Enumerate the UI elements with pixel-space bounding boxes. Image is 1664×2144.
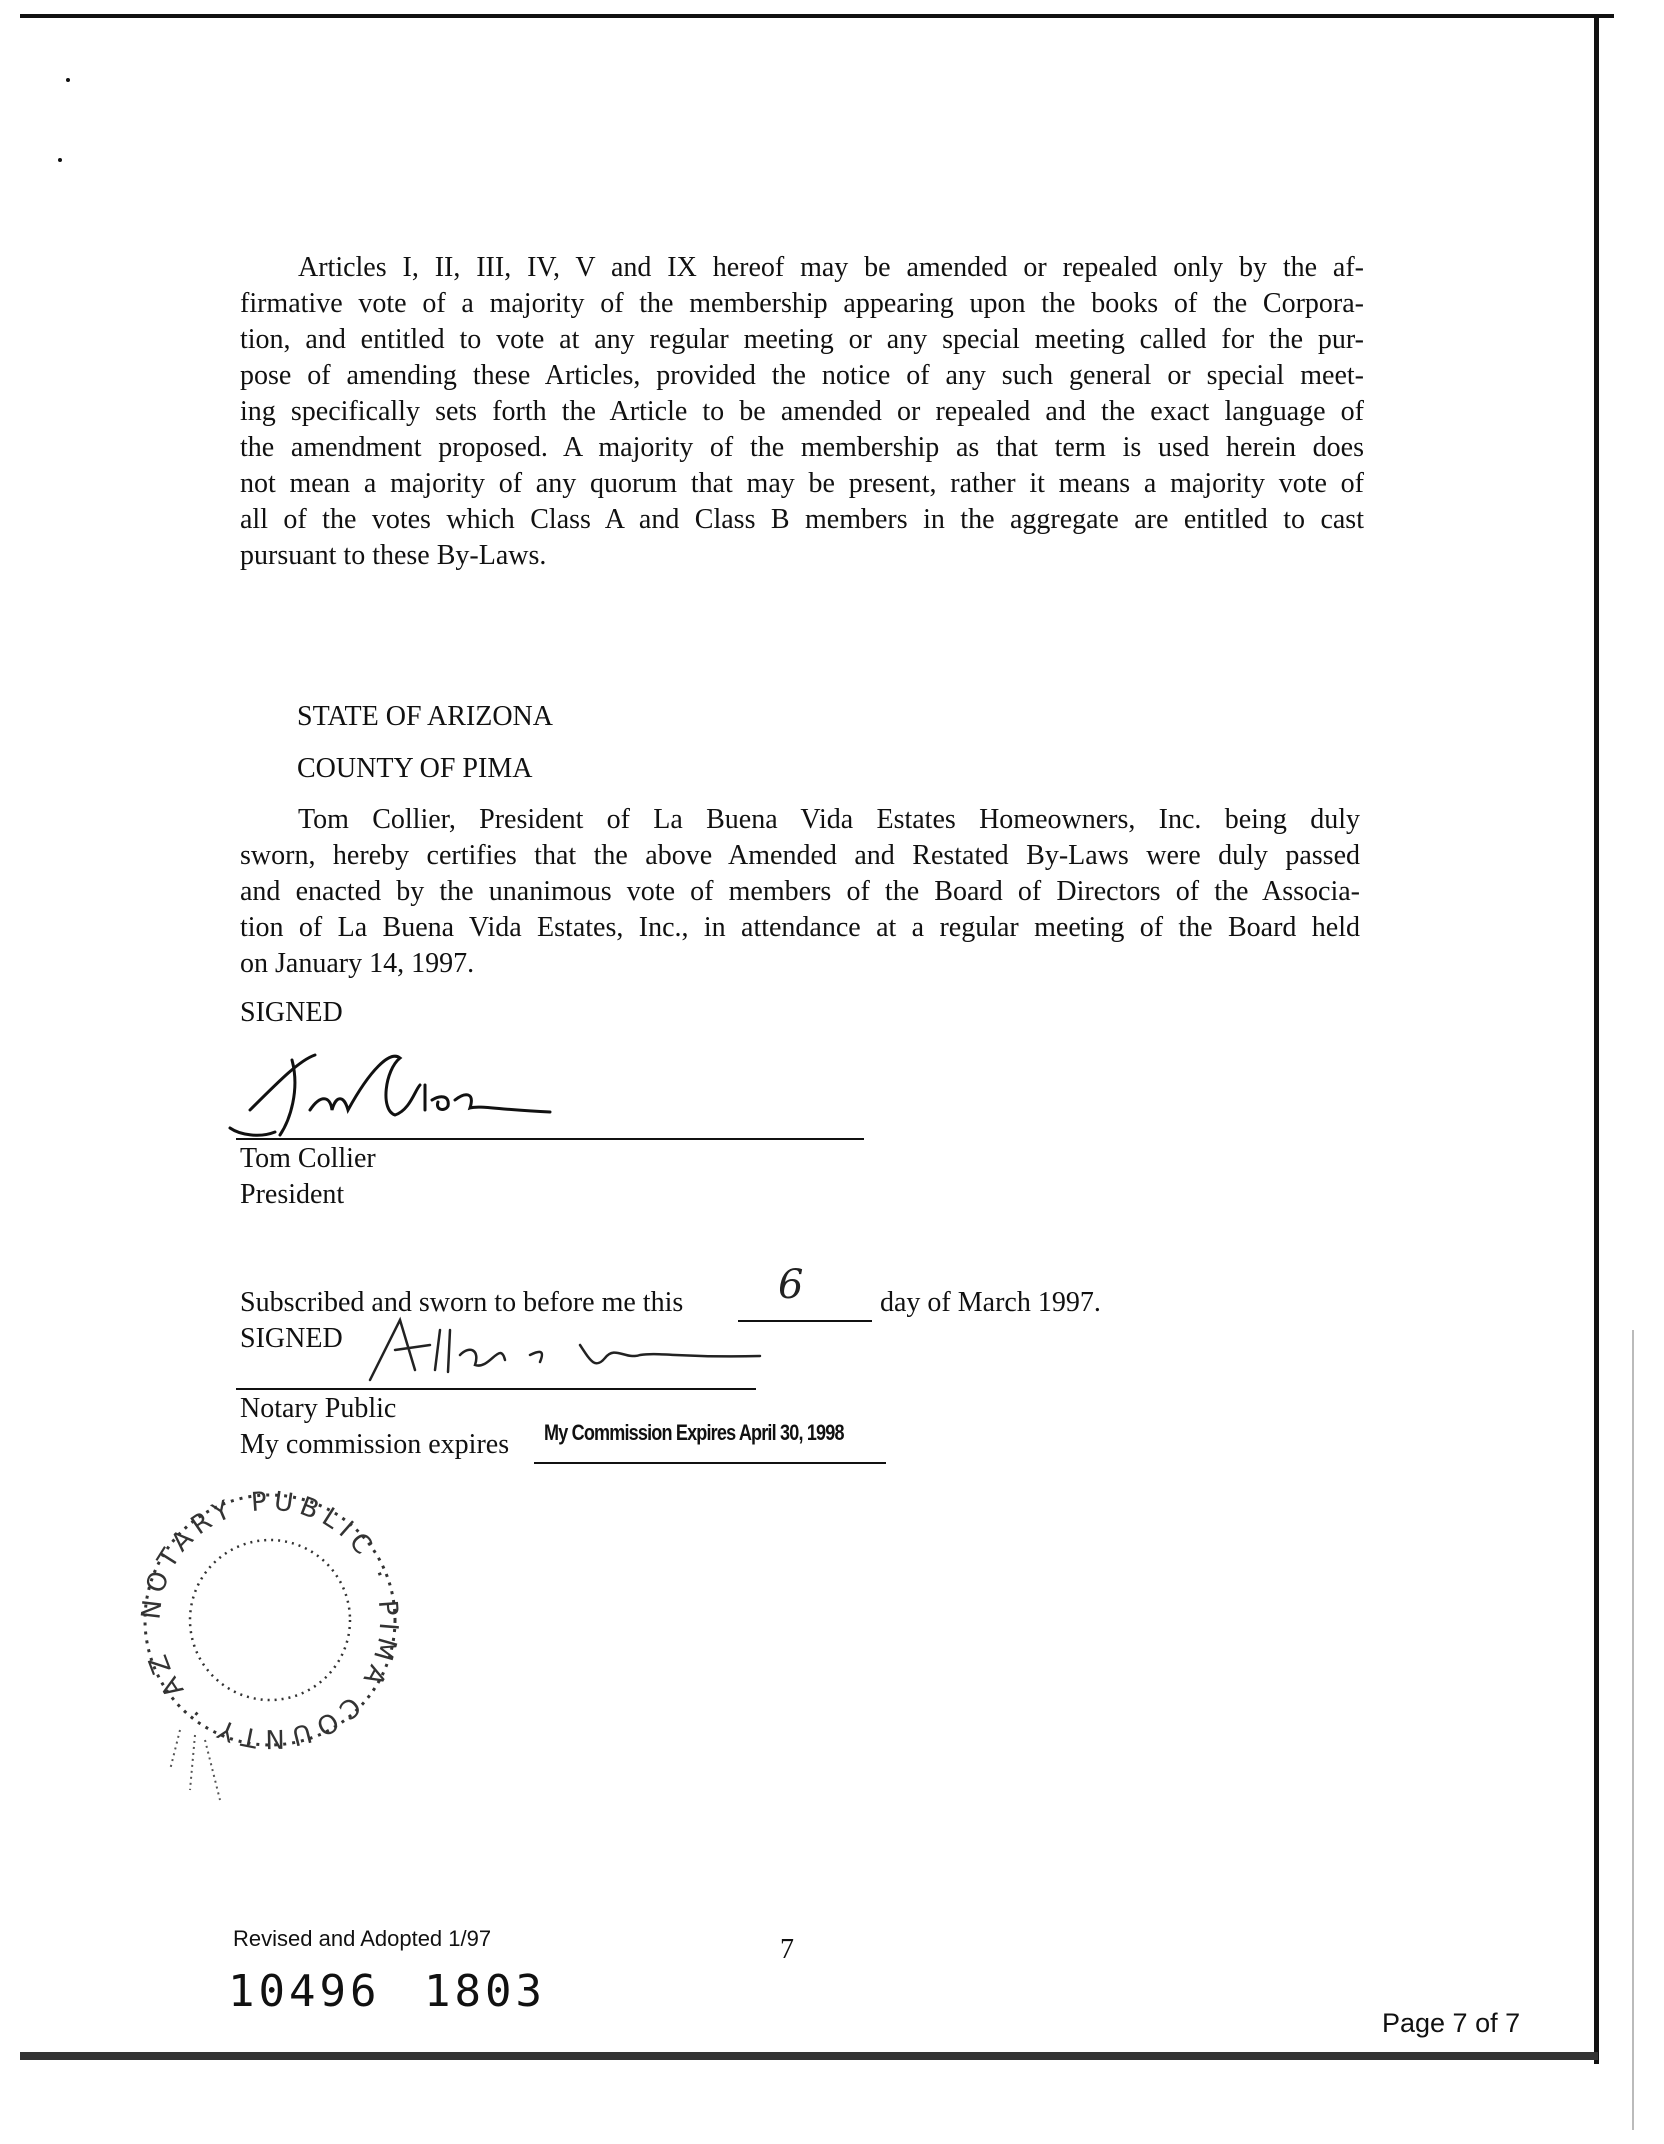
- svg-text:NOTARY PUBLIC · PIMA COUNTY ·: [136, 1487, 403, 1754]
- president-signature: [220, 1040, 580, 1140]
- paragraph-line: and enacted by the unanimous vote of members of the Board of Directors of the Associa-: [240, 876, 1360, 907]
- county-heading: COUNTY OF PIMA: [297, 753, 533, 784]
- paragraph-line: not mean a majority of any quorum that may be present, rather it means a majority vote of: [240, 468, 1364, 499]
- subscribed-prefix: Subscribed and sworn to before me this: [240, 1287, 684, 1318]
- footer-revised-date: Revised and Adopted 1/97: [233, 1926, 492, 1951]
- scan-border-bottom: [20, 2052, 1598, 2060]
- page-indicator: Page 7 of 7: [1382, 2008, 1521, 2038]
- scan-border-top: [20, 14, 1614, 18]
- paragraph-line: sworn, hereby certifies that the above Amended and Restated By-Laws were duly passed: [240, 840, 1360, 871]
- scan-border-right: [1594, 14, 1599, 2064]
- signature-line: [236, 1138, 864, 1140]
- paragraph-line: pose of amending these Articles, provided the notice of any such general or special meet-: [240, 360, 1364, 391]
- subscribed-suffix: day of March 1997.: [880, 1287, 1101, 1318]
- paragraph-line: tion, and entitled to vote at any regular meeting or any special meeting called for the pur-: [240, 324, 1364, 355]
- paragraph-line: pursuant to these By-Laws.: [240, 540, 547, 571]
- footer-page-number: 7: [780, 1934, 794, 1965]
- paragraph-line: on January 14, 1997.: [240, 948, 475, 979]
- certification-paragraph: [240, 802, 1360, 982]
- docket-page-number: 1803: [424, 1966, 546, 2017]
- paragraph-line: tion of La Buena Vida Estates, Inc., in attendance at a regular meeting of the Board held: [240, 912, 1360, 943]
- amendment-paragraph: [240, 250, 1364, 574]
- paragraph-line: Tom Collier, President of La Buena Vida Estates Homeowners, Inc. being duly: [298, 804, 1360, 835]
- paragraph-line: ing specifically sets forth the Article to be amended or repealed and the exact language of: [240, 396, 1364, 427]
- scan-speck: [58, 158, 62, 162]
- scan-margin-rule: [1632, 1330, 1634, 2130]
- paragraph-line: firmative vote of a majority of the membership appearing upon the books of the Corpora-: [240, 288, 1364, 319]
- commission-label: My commission expires: [240, 1429, 510, 1460]
- state-heading: STATE OF ARIZONA: [297, 701, 553, 732]
- notary-signature: [340, 1300, 780, 1390]
- seal-text: NOTARY PUBLIC · PIMA COUNTY · AZ: [136, 1486, 404, 1754]
- paragraph-line: the amendment proposed. A majority of the membership as that term is used herein does: [240, 432, 1364, 463]
- notary-signature-line: [236, 1388, 756, 1390]
- docket-number: 10496: [228, 1966, 381, 2017]
- paragraph-line: Articles I, II, III, IV, V and IX hereof may be amended or repealed only by the af-: [298, 252, 1364, 283]
- notary-signed-label: SIGNED: [240, 1323, 343, 1354]
- subscribed-day: 6: [778, 1262, 804, 1308]
- scan-speck: [66, 78, 70, 82]
- notary-label: Notary Public: [240, 1393, 397, 1424]
- signer-name: Tom Collier: [240, 1143, 376, 1174]
- commission-blank-line: [534, 1462, 886, 1464]
- commission-expiry-stamp: My Commission Expires April 30, 1998: [544, 1420, 844, 1445]
- signed-label: SIGNED: [240, 997, 343, 1028]
- paragraph-line: all of the votes which Class A and Class B members in the aggregate are entitled to cast: [240, 504, 1364, 535]
- notary-seal: [110, 1470, 430, 1810]
- signer-title: President: [240, 1179, 345, 1210]
